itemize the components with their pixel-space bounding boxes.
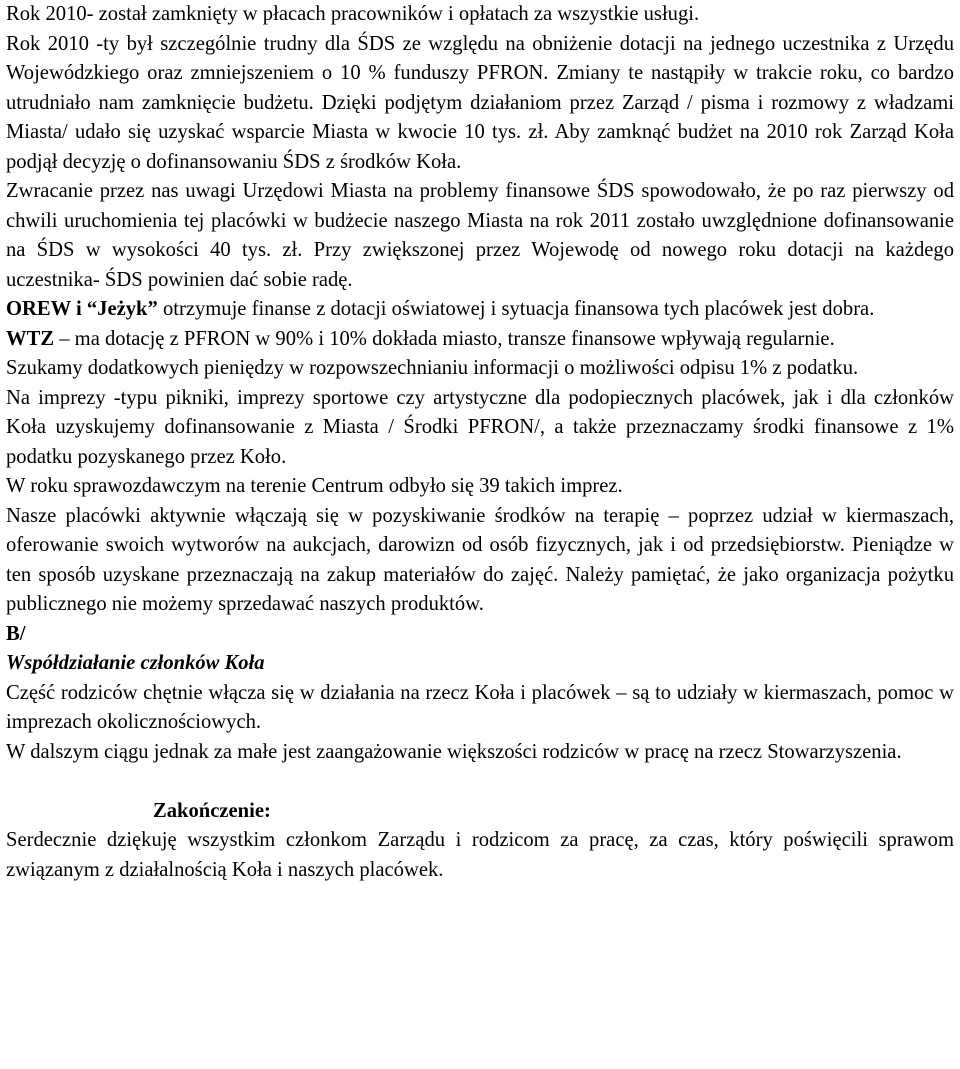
- paragraph-parents-engagement-low: W dalszym ciągu jednak za małe jest zaangażowanie większości rodziców w pracę na rzecz Stowarzyszenia.: [6, 740, 902, 763]
- paragraph-city-cofinancing: Zwracanie przez nas uwagi Urzędowi Miasta na problemy finansowe ŚDS spowodowało, że po raz pierwszy od chwili uruchomienia tej placówki w budżecie naszego Miasta na rok 2011 zostało uwzględnione dofinansowanie na ŚDS w wysokości 40 tys. zł. Przy zwiększonej przez Wojewodę od nowego roku dotacji na każdego uczestnika- ŚDS powinien dać sobie radę.: [6, 180, 954, 291]
- paragraph-fundraising: Nasze placówki aktywnie włączają się w pozyskiwanie środków na terapię – poprzez udział w kiermaszach, oferowanie swoich wytworów na aukcjach, darowizn od osób fizycznych, jak i od przedsiębiorstw. Pieniądze w ten sposób uzyskane przeznaczają na zakup materiałów do zajęć. Należy pamiętać, że jako organizacja pożytku publicznego nie możemy sprzedawać naszych produktów.: [6, 504, 954, 615]
- wtz-text: – ma dotację z PFRON w 90% i 10% dokłada miasto, transze finansowe wpływają regularnie.: [54, 327, 835, 350]
- paragraph-thanks: Serdecznie dziękuję wszystkim członkom Zarządu i rodzicom za pracę, za czas, który poświęcili sprawom związanym z działalnością Koła i naszych placówek.: [6, 829, 954, 881]
- paragraph-wtz: [6, 325, 954, 355]
- paragraph-2010-difficult-year: Rok 2010 -ty był szczególnie trudny dla ŚDS ze względu na obniżenie dotacji na jednego uczestnika z Urzędu Wojewódzkiego oraz zmniejszeniem o 10 % funduszy PFRON. Zmiany te nastąpiły w trakcie roku, co bardzo utrudniało nam zamknięcie budżetu. Dzięki podjętym działaniom przez Zarząd / pisma i rozmowy z władzami Miasta/ udało się uzyskać wsparcie Miasta w kwocie 10 tys. zł. Aby zamknąć budżet na 2010 rok Zarząd Koła podjął decyzję o dofinansowaniu ŚDS z środków Koła.: [6, 32, 954, 173]
- blank-line: [6, 767, 954, 797]
- paragraph-events-funding: Na imprezy -typu pikniki, imprezy sportowe czy artystyczne dla podopiecznych placówek, jak i dla członków Koła uzyskujemy dofinansowanie z Miasta / Środki PFRON/, a także przeznaczamy środki finansowe z 1% podatku pozyskanego przez Koło.: [6, 386, 954, 468]
- conclusion-heading: Zakończenie:: [153, 799, 271, 822]
- paragraph-tax-deduction: Szukamy dodatkowych pieniędzy w rozpowszechnianiu informacji o możliwości odpisu 1% z podatku.: [6, 357, 859, 379]
- wtz-label: WTZ: [6, 327, 55, 350]
- document-page: [6, 0, 954, 885]
- paragraph-parents-involvement: Część rodziców chętnie włącza się w działania na rzecz Koła i placówek – są to udziały w kiermaszach, pomoc w imprezach okolicznościowych.: [6, 681, 954, 733]
- section-title: Współdziałanie członków Koła: [6, 652, 265, 674]
- paragraph-orew-jezyk: [6, 295, 954, 325]
- orew-jezyk-label: OREW i “Jeżyk”: [6, 298, 158, 320]
- paragraph-events-count: W roku sprawozdawczym na terenie Centrum odbyło się 39 takich imprez.: [6, 475, 623, 497]
- section-label: B/: [6, 622, 26, 645]
- orew-jezyk-text: otrzymuje finanse z dotacji oświatowej i sytuacja finansowa tych placówek jest dobra.: [157, 298, 875, 320]
- paragraph-salaries-closed: Rok 2010- został zamknięty w płacach pracowników i opłatach za wszystkie usługi.: [6, 3, 700, 25]
